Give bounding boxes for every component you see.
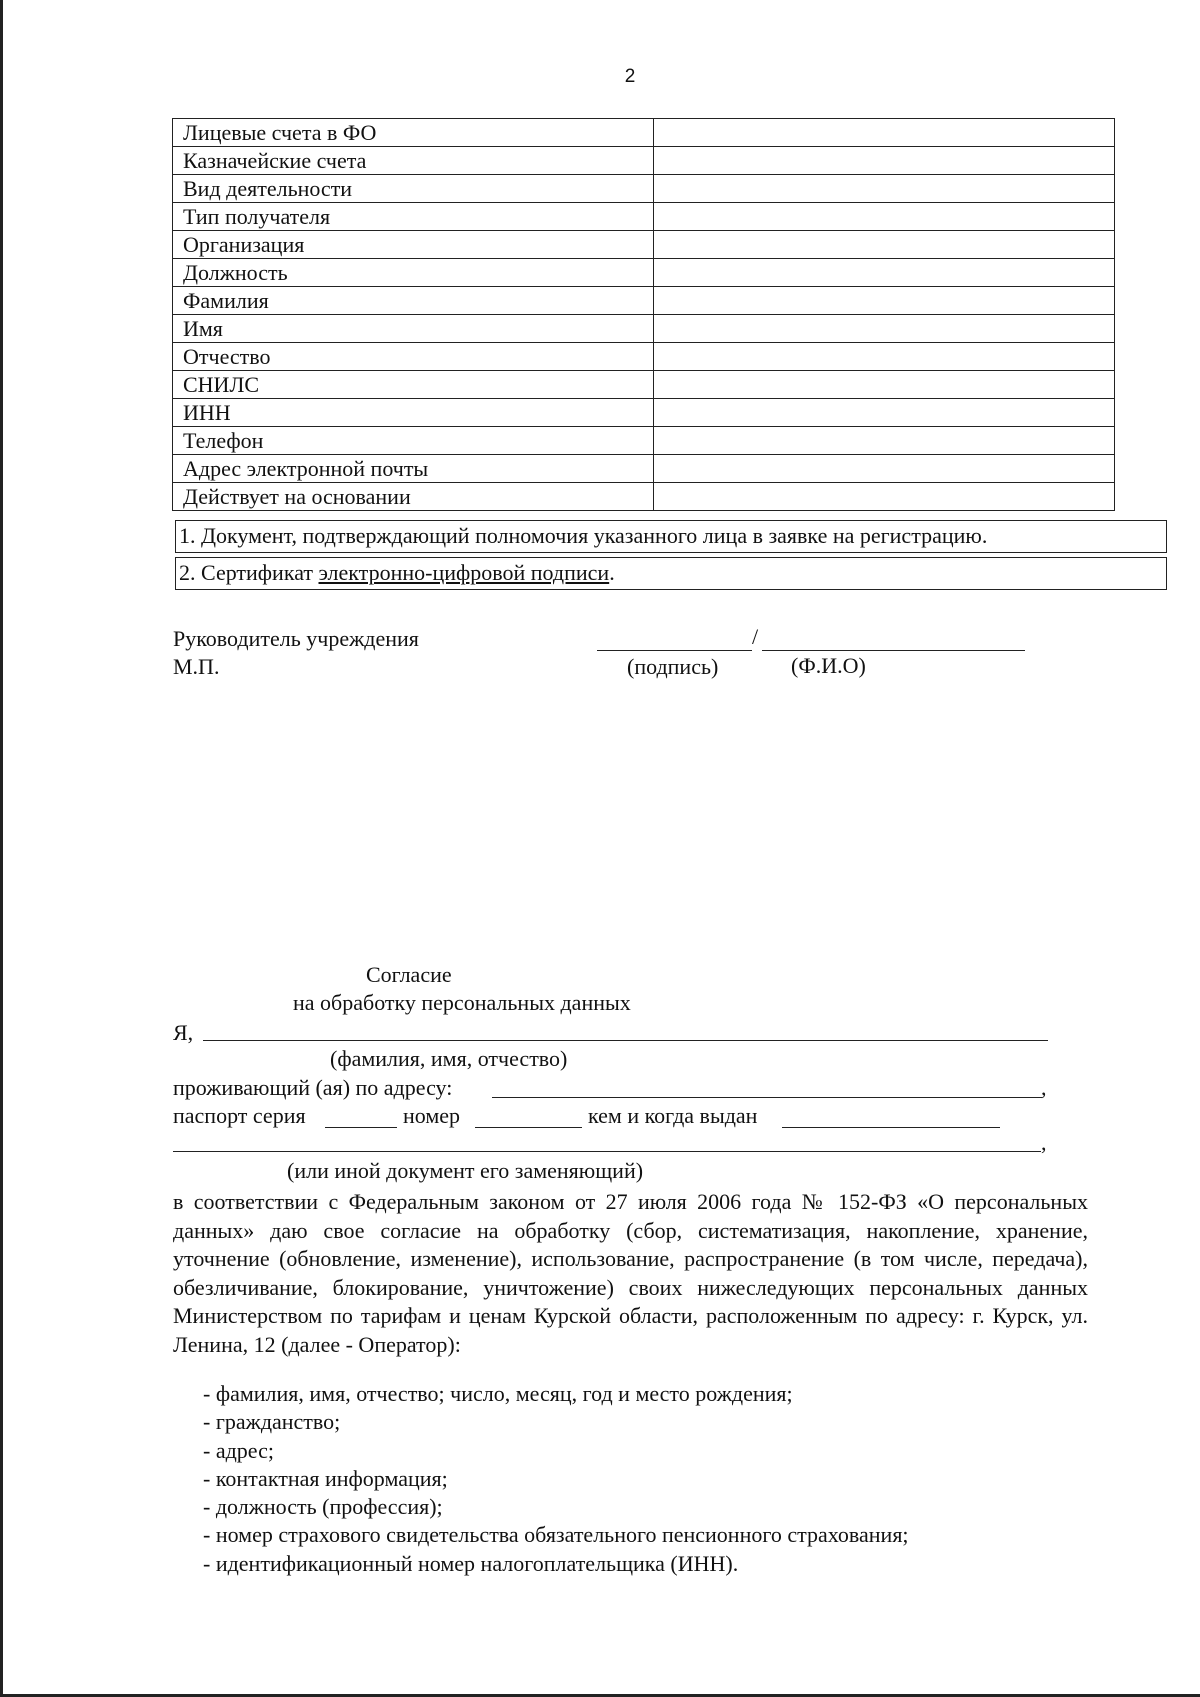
- issued-by-label: кем и когда выдан: [588, 1103, 758, 1128]
- signature-slash: /: [752, 624, 759, 649]
- address-line: [492, 1097, 1042, 1098]
- row-label: Казначейские счета: [173, 147, 654, 175]
- table-row: [173, 483, 1115, 511]
- row-value-cell: [654, 231, 1115, 259]
- i-label: Я,: [173, 1020, 194, 1045]
- list-item: - гражданство;: [203, 1409, 341, 1435]
- table-row: [173, 175, 1115, 203]
- row-label: Телефон: [173, 427, 654, 455]
- stamp-label: М.П.: [173, 654, 220, 679]
- head-of-institution-label: Руководитель учреждения: [173, 626, 419, 651]
- table-row: [173, 343, 1115, 371]
- table-row: [173, 399, 1115, 427]
- table-row: [173, 315, 1115, 343]
- row-value-cell: [654, 371, 1115, 399]
- table-row: [173, 231, 1115, 259]
- row-value-cell: [654, 343, 1115, 371]
- row-label: ИНН: [173, 399, 654, 427]
- signature-line: [597, 650, 752, 651]
- doc2-underlined: электронно-цифровой подписи: [318, 560, 610, 585]
- consent-paragraph: в соответствии с Федеральным законом от 27 июля 2006 года № 152-ФЗ «О персональных данных» даю свое согласие на обработку (сбор, систематизация, накопление, хранение, уточнение (обновление, изменение), использование, распространение (в том числе, передача), обезличивание, блокирование, уничтожение) своих нижеследующих персональных данных Министерством по тарифам и ценам Курской области, расположенным по адресу: г. Курск, ул. Ленина, 12 (далее - Оператор):: [173, 1189, 1088, 1357]
- row-label: Должность: [173, 259, 654, 287]
- row-value-cell: [654, 399, 1115, 427]
- list-item: - номер страхового свидетельства обязательного пенсионного страхования;: [203, 1522, 909, 1548]
- table-row: [173, 371, 1115, 399]
- row-value-cell: [654, 259, 1115, 287]
- fio-line: [762, 650, 1025, 651]
- table-row: [173, 259, 1115, 287]
- table-row: [173, 119, 1115, 147]
- issued-by-line: [782, 1127, 1000, 1128]
- list-item: - фамилия, имя, отчество; число, месяц, год и место рождения;: [203, 1381, 793, 1406]
- consent-subtitle: на обработку персональных данных: [293, 990, 631, 1015]
- address-label: проживающий (ая) по адресу:: [173, 1075, 453, 1100]
- passport-number-label: номер: [403, 1103, 461, 1128]
- fullname-line: [203, 1040, 1048, 1041]
- required-document-1: 1. Документ, подтверждающий полномочия указанного лица в заявке на регистрацию.: [175, 520, 1167, 553]
- doc2-prefix: 2. Сертификат: [179, 560, 319, 585]
- row-label: СНИЛС: [173, 371, 654, 399]
- address-comma: ,: [1041, 1075, 1047, 1100]
- registration-table: [172, 118, 1115, 511]
- passport-number-line: [475, 1127, 582, 1128]
- document-line: [173, 1151, 1041, 1152]
- list-item: - контактная информация;: [203, 1465, 448, 1491]
- row-value-cell: [654, 427, 1115, 455]
- row-label: Организация: [173, 231, 654, 259]
- row-label: Тип получателя: [173, 203, 654, 231]
- table-row: [173, 203, 1115, 231]
- scan-edge-left: [0, 0, 3, 1697]
- row-value-cell: [654, 315, 1115, 343]
- list-item: - адрес;: [203, 1437, 274, 1463]
- row-value-cell: [654, 119, 1115, 147]
- row-value-cell: [654, 455, 1115, 483]
- row-label: Отчество: [173, 343, 654, 371]
- row-label: Имя: [173, 315, 654, 343]
- personal-data-list: [203, 1380, 1083, 1578]
- row-label: Фамилия: [173, 287, 654, 315]
- table-row: [173, 455, 1115, 483]
- page-number: 2: [624, 66, 636, 87]
- row-label: Действует на основании: [173, 483, 654, 511]
- signature-hint: (подпись): [627, 654, 719, 679]
- table-row: [173, 147, 1115, 175]
- table-row: [173, 287, 1115, 315]
- row-value-cell: [654, 147, 1115, 175]
- table-row: [173, 427, 1115, 455]
- row-value-cell: [654, 175, 1115, 203]
- row-label: Вид деятельности: [173, 175, 654, 203]
- consent-title: Согласие: [366, 962, 452, 987]
- document-comma: ,: [1041, 1130, 1047, 1155]
- row-value-cell: [654, 483, 1115, 511]
- alt-document-hint: (или иной документ его заменяющий): [287, 1158, 644, 1183]
- required-document-2: [175, 557, 1167, 590]
- fio-hint: (Ф.И.О): [791, 653, 866, 678]
- list-item: - должность (профессия);: [203, 1494, 443, 1520]
- row-value-cell: [654, 203, 1115, 231]
- row-label: Адрес электронной почты: [173, 455, 654, 483]
- passport-series-label: паспорт серия: [173, 1103, 306, 1128]
- list-item: - идентификационный номер налогоплательщика (ИНН).: [203, 1550, 739, 1576]
- row-label: Лицевые счета в ФО: [173, 119, 654, 147]
- doc2-suffix: .: [609, 560, 615, 585]
- row-value-cell: [654, 287, 1115, 315]
- fullname-hint: (фамилия, имя, отчество): [330, 1046, 568, 1071]
- passport-series-line: [325, 1127, 397, 1128]
